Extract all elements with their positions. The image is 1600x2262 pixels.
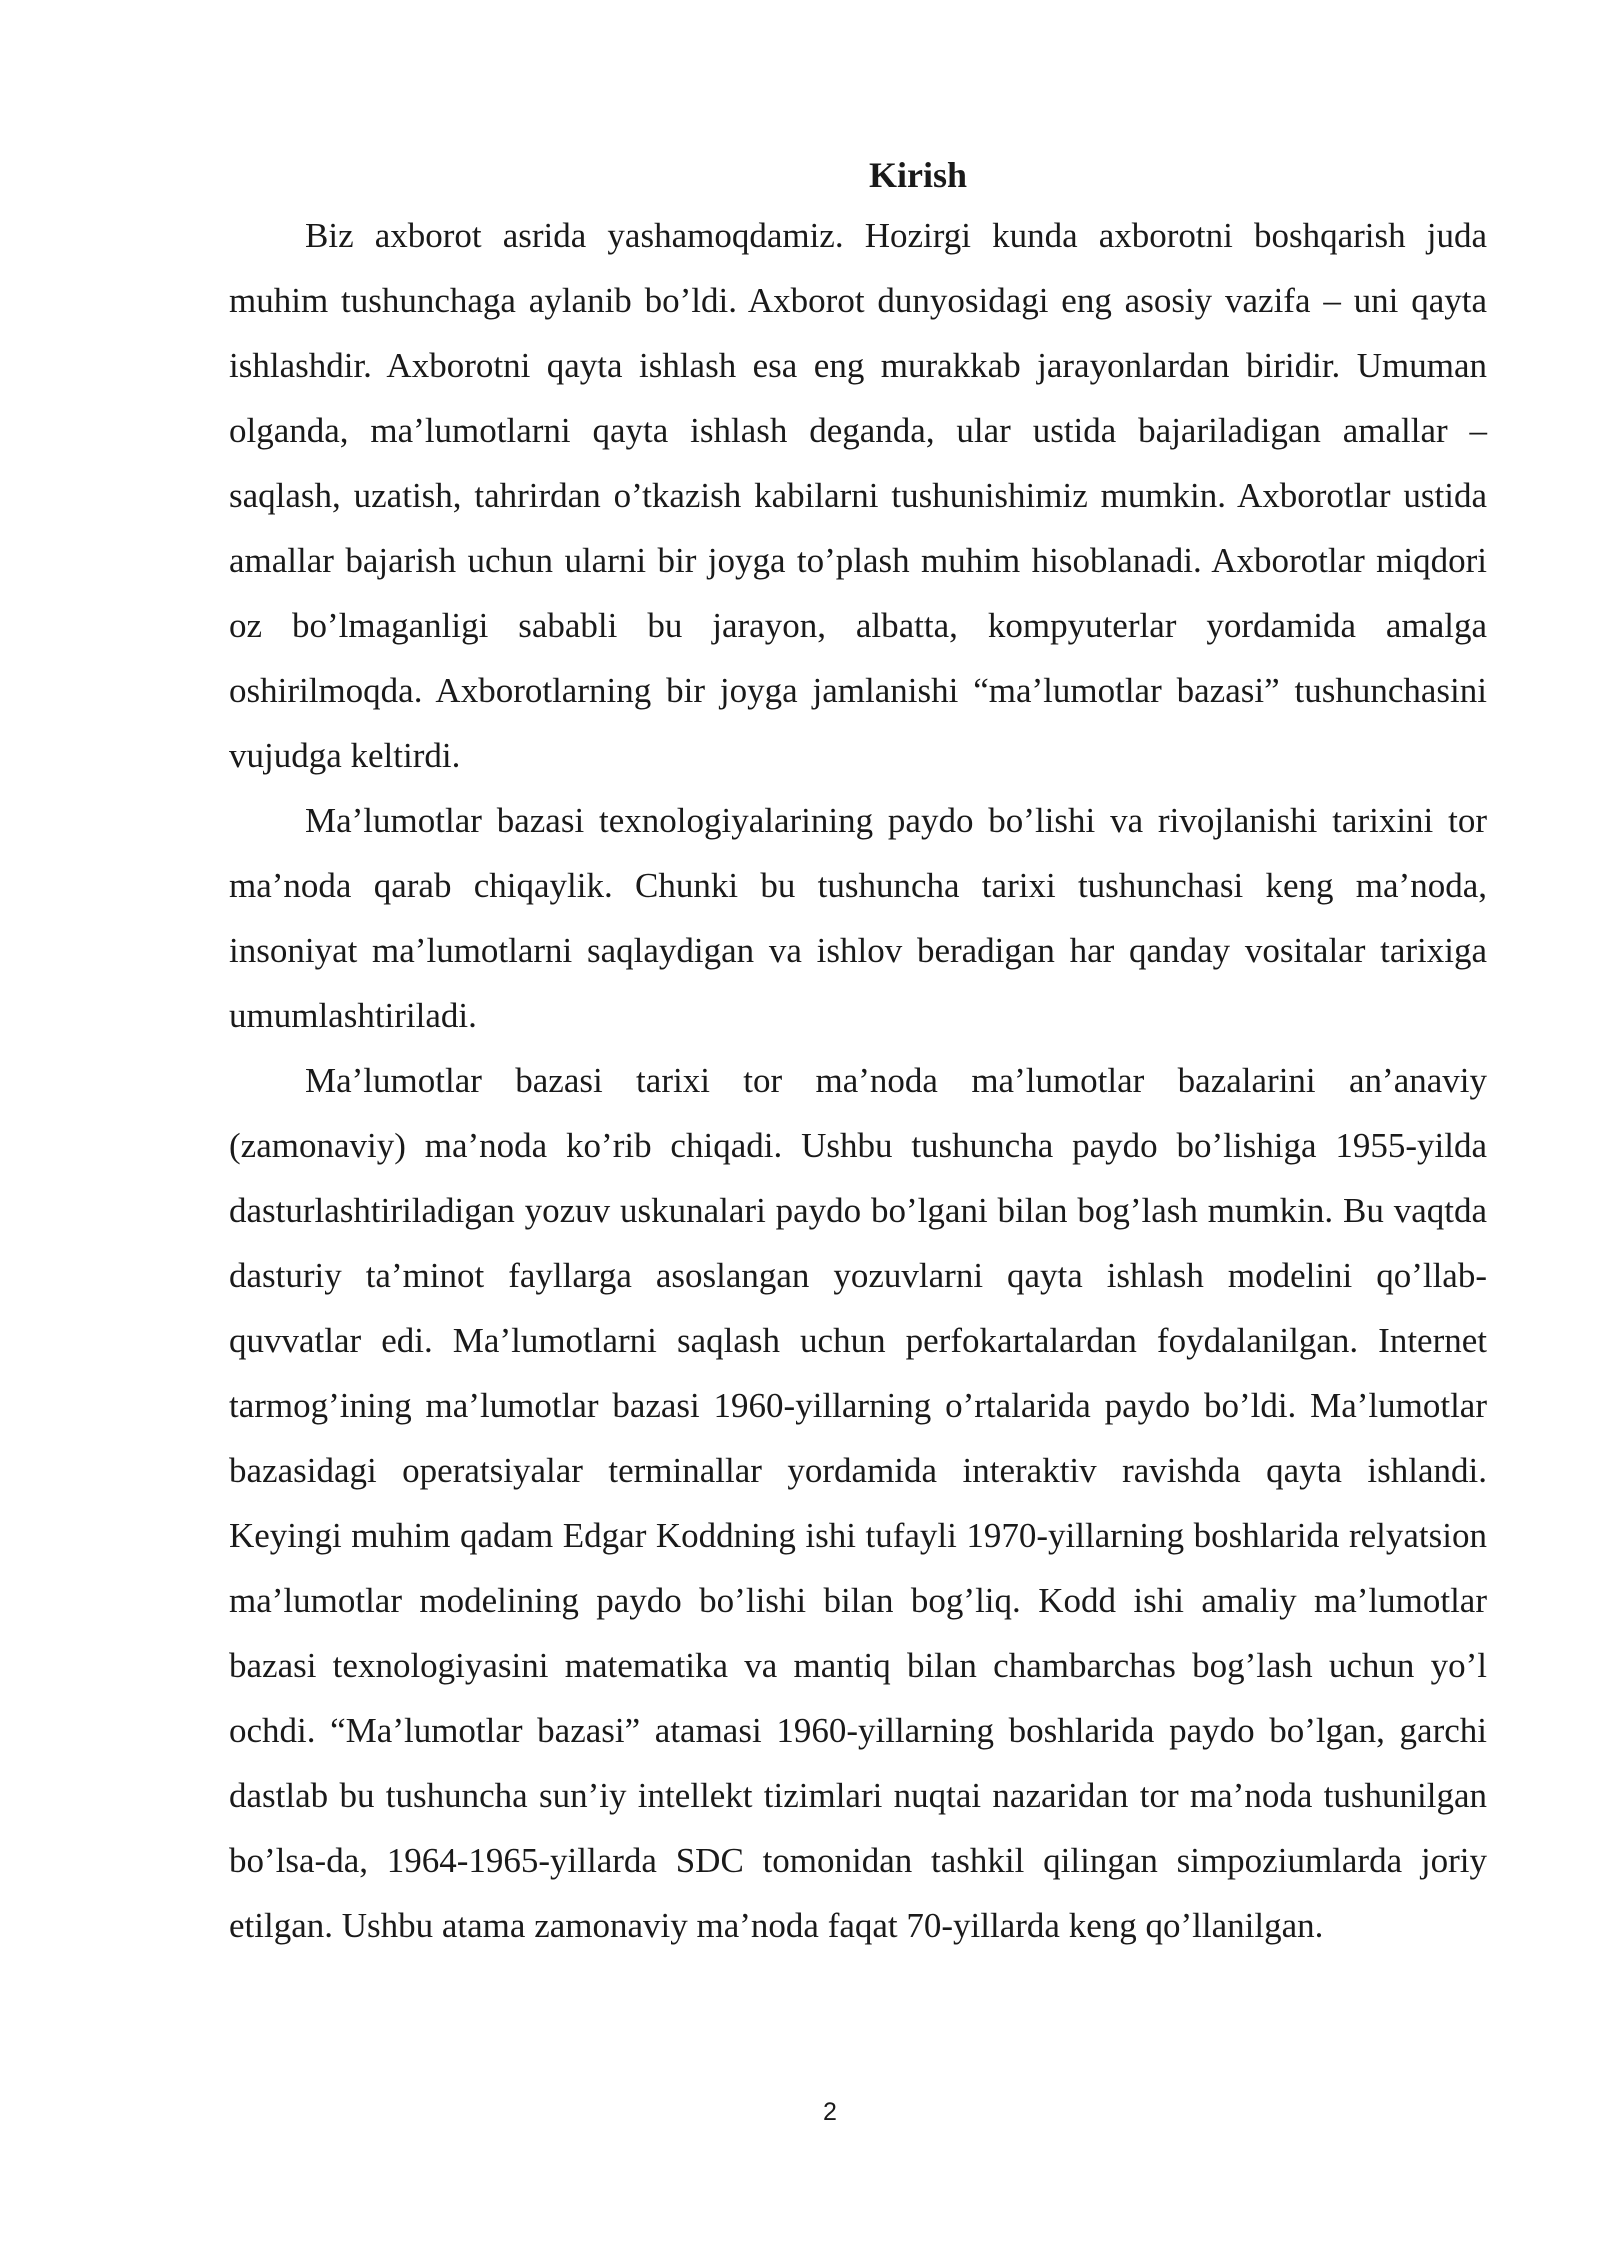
- page-content: [229, 148, 1487, 1958]
- page-number: 2: [823, 2098, 837, 2126]
- paragraph-1: Biz axborot asrida yashamoqdamiz. Hozirgi kunda axborotni boshqarish juda muhim tushunchaga aylanib bo’ldi. Axborot dunyosidagi eng asosiy vazifa – uni qayta ishlashdir. Axborotni qayta ishlash esa eng murakkab jarayonlardan biridir. Umuman olganda, ma’lumotlarni qayta ishlash deganda, ular ustida bajariladigan amallar – saqlash, uzatish, tahrirdan o’tkazish kabilarni tushunishimiz mumkin. Axborotlar ustida amallar bajarish uchun ularni bir joyga to’plash muhim hisoblanadi. Axborotlar miqdori oz bo’lmaganligi sababli bu jarayon, albatta, kompyuterlar yordamida amalga oshirilmoqda. Axborotlarning bir joyga jamlanishi “ma’lumotlar bazasi” tushunchasini vujudga keltirdi.: [229, 216, 1487, 775]
- paragraph-3: Ma’lumotlar bazasi tarixi tor ma’noda ma’lumotlar bazalarini an’anaviy (zamonaviy) ma’noda ko’rib chiqadi. Ushbu tushuncha paydo bo’lishiga 1955-yilda dasturlashtiriladigan yozuv uskunalari paydo bo’lgani bilan bog’lash mumkin. Bu vaqtda dasturiy ta’minot fayllarga asoslangan yozuvlarni qayta ishlash modelini qo’llab-quvvatlar edi. Ma’lumotlarni saqlash uchun perfokartalardan foydalanilgan. Internet tarmog’ining ma’lumotlar bazasi 1960-yillarning o’rtalarida paydo bo’ldi. Ma’lumotlar bazasidagi operatsiyalar terminallar yordamida interaktiv ravishda qayta ishlandi. Keyingi muhim qadam Edgar Koddning ishi tufayli 1970-yillarning boshlarida relyatsion ma’lumotlar modelining paydo bo’lishi bilan bog’liq. Kodd ishi amaliy ma’lumotlar bazasi texnologiyasini matematika va mantiq bilan chambarchas bog’lash uchun yo’l ochdi. “Ma’lumotlar bazasi” atamasi 1960-yillarning boshlarida paydo bo’lgan, garchi dastlab bu tushuncha sun’iy intellekt tizimlari nuqtai nazaridan tor ma’noda tushunilgan bo’lsa-da, 1964-1965-yillarda SDC tomonidan tashkil qilingan simpoziumlarda joriy etilgan. Ushbu atama zamonaviy ma’noda faqat 70-yillarda keng qo’llanilgan.: [229, 1061, 1487, 1945]
- section-title: Kirish: [868, 155, 967, 195]
- paragraph-2: Ma’lumotlar bazasi texnologiyalarining paydo bo’lishi va rivojlanishi tarixini tor ma’noda qarab chiqaylik. Chunki bu tushuncha tarixi tushunchasi keng ma’noda, insoniyat ma’lumotlarni saqlaydigan va ishlov beradigan har qanday vositalar tarixiga umumlashtiriladi.: [229, 801, 1487, 1035]
